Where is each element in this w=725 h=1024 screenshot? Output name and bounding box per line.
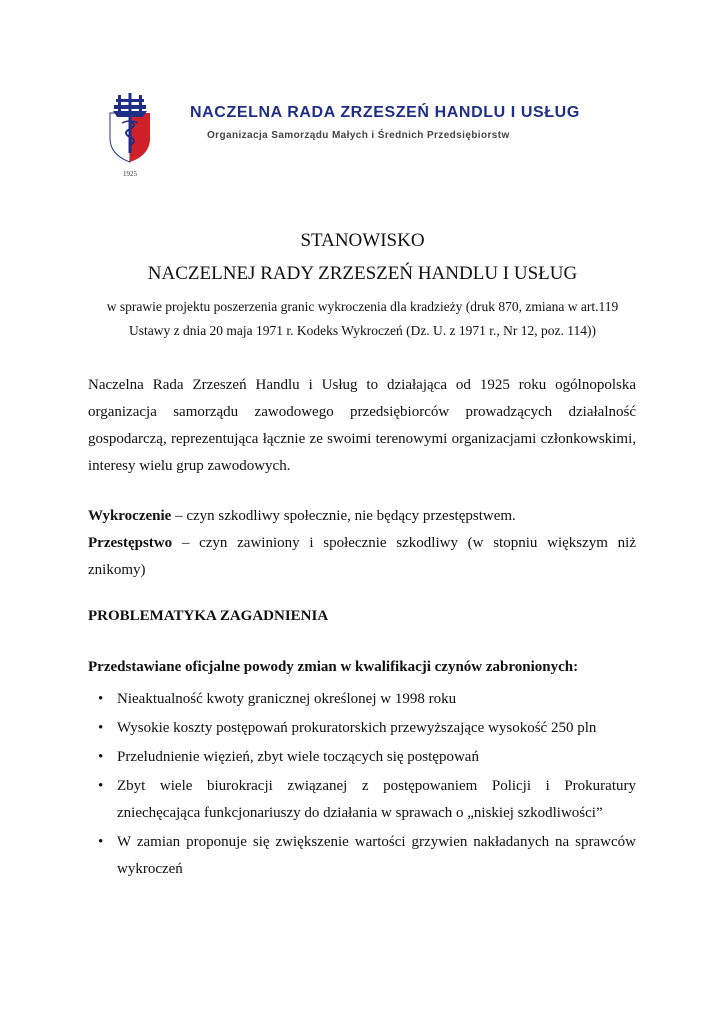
list-item-text: Nieaktualność kwoty granicznej określonej w 1998 roku xyxy=(117,691,457,707)
reasons-heading: Przedstawiane oficjalne powody zmian w kwalifikacji czynów zabronionych: xyxy=(88,659,579,675)
bullet-icon: • xyxy=(98,691,104,707)
organization-name: NACZELNA RADA ZRZESZEŃ HANDLU I USŁUG xyxy=(190,104,580,121)
bullet-icon: • xyxy=(98,834,104,850)
document-title: STANOWISKO xyxy=(300,230,425,251)
document-subtitle: NACZELNEJ RADY ZRZESZEŃ HANDLU I USŁUG xyxy=(147,263,578,284)
organization-subtitle: Organizacja Samorządu Małych i Średnich Przedsiębiorstw xyxy=(207,130,510,141)
description-line-1: w sprawie projektu poszerzenia granic wykroczenia dla kradzieży (druk 870, zmiana w art.119 xyxy=(106,299,619,314)
founding-year: 1925 xyxy=(123,170,137,178)
intro-paragraph: Naczelna Rada Zrzeszeń Handlu i Usług to działająca od 1925 roku ogólnopolska organizacja samorządu zawodowego przedsiębiorców prowadzących działalność gospodarczą, reprezentująca łącznie ze swoimi terenowymi organizacjami członkowskimi, interesy wielu grup zawodowych. xyxy=(88,377,636,474)
list-item-text: Przeludnienie więzień, zbyt wiele toczących się postępowań xyxy=(117,749,479,765)
definition-term: Przestępstwo xyxy=(88,535,173,551)
organization-logo-emblem xyxy=(108,93,152,163)
definition-term: Wykroczenie xyxy=(88,508,172,524)
list-item xyxy=(88,686,636,713)
bullet-icon: • xyxy=(98,778,104,794)
definition-text: – czyn szkodliwy społecznie, nie będący przestępstwem. xyxy=(171,508,516,524)
definition-wykroczenie xyxy=(88,503,636,530)
list-item xyxy=(88,715,636,742)
document-description xyxy=(80,295,645,343)
list-item-text: Zbyt wiele biurokracji związanej z postępowaniem Policji i Prokuratury zniechęcająca funkcjonariuszy do działania w sprawach o „niskiej szkodliwości” xyxy=(117,778,636,821)
description-line-2: Ustawy z dnia 20 maja 1971 r. Kodeks Wykroczeń (Dz. U. z 1971 r., Nr 12, poz. 114)) xyxy=(128,323,597,338)
list-item-text: W zamian proponuje się zwiększenie wartości grzywien nakładanych na sprawców wykroczeń xyxy=(117,834,636,877)
definition-przestepstwo xyxy=(88,530,636,584)
list-item xyxy=(88,773,636,827)
definition-text: – czyn zawiniony i społecznie szkodliwy (w stopniu większym niż znikomy) xyxy=(88,535,636,578)
list-item xyxy=(88,829,636,883)
list-item xyxy=(88,744,636,771)
letterhead xyxy=(0,0,725,200)
list-item-text: Wysokie koszty postępowań prokuratorskich przewyższające wysokość 250 pln xyxy=(117,720,597,736)
reasons-list xyxy=(88,686,636,885)
section-heading: PROBLEMATYKA ZAGADNIENIA xyxy=(88,608,329,624)
bullet-icon: • xyxy=(98,720,104,736)
bullet-icon: • xyxy=(98,749,104,765)
